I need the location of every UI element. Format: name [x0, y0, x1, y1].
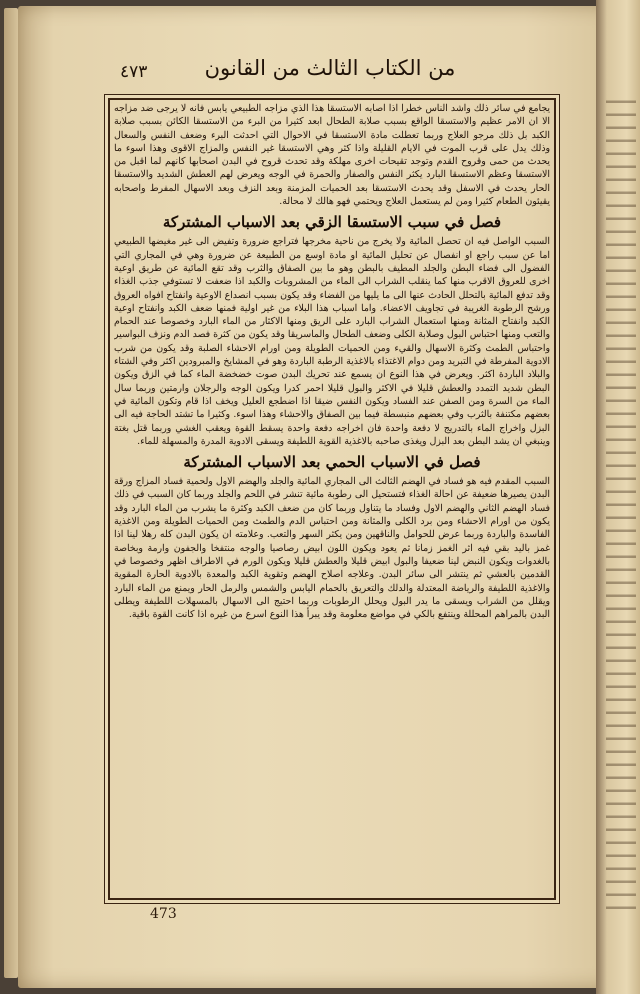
body-paragraph: السبب الواصل فيه ان تحصل المائية ولا يخرج من ناحية مخرجها فتراجع ضرورة وتفيض الى غير مغيضها الطبيعي اما عن سبب راجع او انفصال عن تحليل المائية او مادة اوسع من الطبيعة عن ضرورة وهي في المجاري التي الفضول الى فضاء البطن والجلد المطيف بالبطن وهو ما بين الصفاق والثرب وقد تقع المائية عن طريق اوعية اخرى للعروق الاقرب منها كما ينقلب الشراب الى الماء من المشروبات والكبد اذا ضعفت لا تستوفي جذب الغذاء وقد تدفع المائية بالتحلل الحادث عنها الى ما يليها من الفضاء وقد يكون بسبب انصداع الاوعية وانفتاح افواه العروق ورشح الرطوبة الغريبة في تجاويف الاعضاء. واما اسباب هذا البلاء من غير اولية فمنها ضعف الكبد وانفتاح اوعية الكبد وانفتاح المثانة ومنها استعمال الشراب البارد على الريق ومنها الاكثار من الماء البارد وخصوصا عند الحمام والتعب ومنها احتباس البول وصلابة الكلى وضعف الطحال والماسريقا وقد يكون من كثرة فصد الدم ونزف البواسير واحتباس الطمث وكثرة الاسهال والقيء ومن الحميات الطويلة ومن اورام الاحشاء الصلبة وقد يكون من شرب الادوية المفرطة في التبريد ومن دوام الاغتذاء بالاغذية الرطبة الباردة وهو في المشايخ والمبرودين اكثر وفي الشتاء والبلاد الباردة اكثر. ويعرض في هذا النوع ان يسمع عند تحريك البدن صوت خضخضة الماء كما في الزق ويكون البطن شديد التمدد والعطش قليلا في الاكثر والبول قليلا احمر كدرا ويكون الوجه والرجلان وارمتين وربما سال الماء من السرة ومن الصفن عند الفساد ويكون النفس ضيقا اذا اضطجع العليل ويخف اذا قام وتكون المائية في بعضهم مكتنفة بالثرب وفي بعضهم منبسطة فيما بين الصفاق والاحشاء وهذا اسوء. وكثيرا ما تشتد الحاجة فيه الى البزل واخراج الماء بالتدريج لا دفعة واحدة فان اخراجه دفعة واحدة يسقط القوة ويعقب الغشي وربما قتل بغتة وينبغي ان يشد البطن بعد البزل ويغذى صاحبه بالاغذية القوية اللطيفة ويسقى الادوية المدرة والمسهلة للماء.: [114, 236, 550, 447]
facing-page-text-bleed: [606, 90, 636, 910]
header-folio: ٤٧٣: [120, 62, 148, 82]
page-number: 473: [150, 906, 177, 922]
page-header: [110, 56, 550, 97]
page-edge-left: [4, 8, 18, 978]
text-frame: [108, 98, 556, 900]
header-title: من الكتاب الثالث من القانون: [204, 56, 456, 80]
body-paragraph: يجامع في سائر ذلك واشد الناس خطرا اذا اصابه الاستسقا هذا الذي مزاجه الطبيعي يابس فانه لا يرجى ضد مزاجه الا ان الامر عظيم والاستسقا الواقع بسبب صلابة الطحال ابعد كثيرا من البرء من الاستسقا الكائن بسبب صلابة الكبد بل ذلك مرجو العلاج وربما تعطلت مادة الاستسقا في الاحوال التي احدثت البرء وضعف النفس والسعال وذلك يدل على قرب الموت في الايام القليلة واذا كثر وهي الاستسقا غير النفس والمزاج الاقوى وهذا اسوء ما يحدث من حمى وقروح القدم وتوجد تقيحات اخرى مهلكة وقد تحدث قروح في البدن اصحابها كانهم لما اقبل من الاستسقا وعظم الاستسقا البارد يكثر النفس والصفار والحمرة في الوجه ويعرض لهم العطش الشديد والاستسقا الحار يحدث في الاسفل وقد يحدث الاستسقا بعد الحميات المزمنة وبعد النزف وبعد الاسهال المفرط واصحابه يقيئون الطعام كثيرا ومن لم يستعمل العلاج ويحتمي فهو هالك لا محالة.: [114, 103, 550, 208]
section-heading: فصل في الاسباب الحمي بعد الاسباب المشتركة: [183, 453, 481, 472]
section-heading: فصل في سبب الاستسقا الزقي بعد الاسباب المشتركة: [162, 213, 502, 232]
facing-page-edge: [596, 0, 640, 994]
body-paragraph: السبب المقدم فيه هو فساد في الهضم الثالث الى المجاري المائية والجلد والهضم الاول ولحمية فساد المزاج ورقة البدن يصيرها ضعيفة عن احالة الغذاء فتستحيل الى رطوبة مائية تنشر في اللحم والجلد وربما كان السبب في ذلك فساد الهضم الثاني والهضم الاول وفساد ما يتناول وربما كان من ضعف الكبد وكثرة ما يشرب من الماء البارد وقد يكون من اورام الاحشاء ومن برد الكلى والمثانة ومن احتباس الدم والطمث ومن الحميات الطويلة ومن الاغذية الفاسدة والباردة وربما عرض للحوامل والناقهين ومن يكثر السهر والتعب. وعلامته ان يكون البدن كله رهلا لينا اذا غمز باليد بقي فيه اثر الغمز زمانا ثم يعود ويكون اللون ابيض رصاصيا والوجه منتفخا والجفون وارمة وبخاصة بالغدوات ويكون النبض لينا ضعيفا والبول ابيض قليلا والعطش قليلا ويكون الورم في الاطراف اظهر وخصوصا في القدمين بالعشي ثم ينتشر الى سائر البدن. وعلاجه اصلاح الهضم وتقوية الكبد والمعدة بالادوية الحارة المقوية والاغذية اللطيفة والرياضة المعتدلة والدلك والتعريق بالحمام اليابس والشمس والرمل الحار ويمنع من الماء البارد ويقلل من الشراب ويسقى ما يدر البول ويحلل الرطوبات وربما احتيج الى الاسهال بالمسهلات اللطيفة ويطلى البدن بالمراهم المحللة وينتفع بالكي في مواضع معلومة وقد يبرأ هذا النوع اسرع من غيره اذا كانت القوة باقية.: [114, 476, 550, 621]
text-body: [114, 102, 550, 896]
